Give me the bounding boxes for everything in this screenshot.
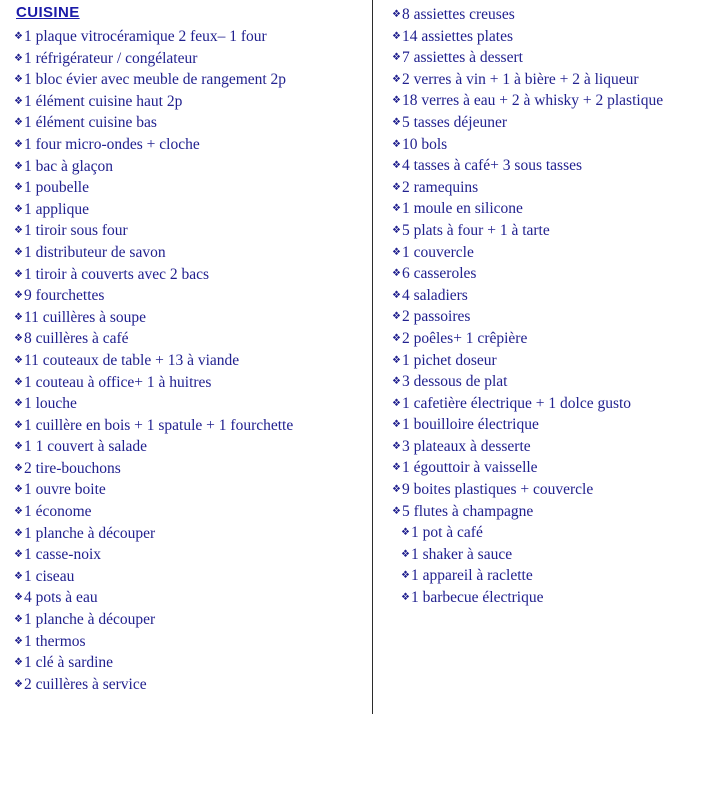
bullet-icon: ❖ bbox=[392, 9, 401, 20]
list-item bbox=[14, 523, 366, 545]
bullet-icon: ❖ bbox=[401, 548, 410, 560]
list-item bbox=[392, 414, 713, 436]
bullet-icon: ❖ bbox=[392, 311, 401, 323]
bullet-icon: ❖ bbox=[14, 31, 23, 42]
list-item bbox=[14, 328, 366, 350]
bullet-icon: ❖ bbox=[14, 570, 23, 582]
bullet-icon: ❖ bbox=[392, 484, 401, 496]
list-item bbox=[14, 199, 366, 221]
list-item bbox=[392, 587, 713, 609]
list-item bbox=[392, 242, 713, 264]
list-item bbox=[392, 393, 713, 415]
list-item bbox=[392, 544, 713, 566]
list-item bbox=[392, 565, 713, 587]
list-item bbox=[14, 393, 366, 415]
list-item-text: 5 flutes à champagne bbox=[401, 502, 534, 520]
bullet-icon: ❖ bbox=[14, 419, 23, 431]
list-item bbox=[14, 674, 366, 696]
bullet-icon: ❖ bbox=[14, 506, 23, 518]
list-item-text: 4 pots à eau bbox=[23, 589, 98, 607]
list-item bbox=[14, 350, 366, 372]
bullet-icon: ❖ bbox=[392, 289, 401, 301]
list-item bbox=[392, 220, 713, 242]
list-item bbox=[14, 134, 366, 156]
list-item bbox=[392, 436, 713, 458]
list-item-text: 3 dessous de plat bbox=[401, 373, 508, 391]
list-item bbox=[392, 4, 713, 26]
list-item-text: 1 plaque vitrocéramique 2 feux– 1 four bbox=[23, 28, 267, 45]
list-item bbox=[14, 372, 366, 394]
list-item-text: 1 couteau à office+ 1 à huitres bbox=[23, 373, 212, 391]
bullet-icon: ❖ bbox=[392, 203, 401, 215]
list-item bbox=[14, 48, 366, 70]
list-item bbox=[392, 47, 713, 69]
list-item-text: 1 planche à découper bbox=[23, 524, 156, 542]
list-item bbox=[14, 264, 366, 286]
list-item-text: 1 distributeur de savon bbox=[23, 243, 166, 261]
bullet-icon: ❖ bbox=[392, 138, 401, 150]
bullet-icon: ❖ bbox=[14, 592, 23, 604]
bullet-icon: ❖ bbox=[14, 268, 23, 280]
list-item-text: 1 applique bbox=[23, 200, 89, 218]
bullet-icon: ❖ bbox=[392, 440, 401, 452]
list-item-text: 2 tire-bouchons bbox=[23, 459, 121, 477]
list-item-text: 1 louche bbox=[23, 395, 77, 413]
bullet-icon: ❖ bbox=[14, 484, 23, 496]
list-item-text: 1 ciseau bbox=[23, 567, 75, 585]
list-item-text: 8 assiettes creuses bbox=[401, 6, 515, 23]
list-item bbox=[392, 306, 713, 328]
bullet-icon: ❖ bbox=[392, 354, 401, 366]
bullet-icon: ❖ bbox=[14, 117, 23, 129]
list-item-text: 4 saladiers bbox=[401, 286, 468, 304]
bullet-icon: ❖ bbox=[14, 52, 23, 64]
bullet-icon: ❖ bbox=[392, 95, 401, 107]
list-item-text: 6 casseroles bbox=[401, 265, 477, 283]
right-column bbox=[372, 4, 719, 609]
bullet-icon: ❖ bbox=[392, 332, 401, 344]
right-item-list bbox=[392, 4, 713, 609]
list-item bbox=[14, 26, 366, 48]
left-item-list bbox=[14, 26, 366, 695]
bullet-icon: ❖ bbox=[14, 354, 23, 366]
bullet-icon: ❖ bbox=[14, 290, 23, 302]
bullet-icon: ❖ bbox=[392, 116, 401, 128]
list-item-text: 1 bac à glaçon bbox=[23, 157, 114, 175]
bullet-icon: ❖ bbox=[392, 462, 401, 474]
list-item-text: 1 tiroir sous four bbox=[23, 222, 128, 240]
list-item-text: 18 verres à eau + 2 à whisky + 2 plastique bbox=[401, 92, 664, 110]
list-item-text: 14 assiettes plates bbox=[401, 27, 514, 45]
list-item-text: 1 tiroir à couverts avec 2 bacs bbox=[23, 265, 210, 283]
list-item bbox=[392, 350, 713, 372]
list-item-text: 1 appareil à raclette bbox=[410, 567, 533, 585]
bullet-icon: ❖ bbox=[392, 505, 401, 517]
list-item bbox=[14, 609, 366, 631]
list-item-text: 1 couvercle bbox=[401, 243, 474, 261]
bullet-icon: ❖ bbox=[392, 160, 401, 172]
list-item bbox=[14, 566, 366, 588]
bullet-icon: ❖ bbox=[14, 246, 23, 258]
list-item-text: 9 fourchettes bbox=[23, 287, 105, 305]
bullet-icon: ❖ bbox=[14, 398, 23, 410]
list-item bbox=[392, 263, 713, 285]
bullet-icon: ❖ bbox=[401, 592, 410, 604]
list-item-text: 1 four micro-ondes + cloche bbox=[23, 135, 200, 153]
bullet-icon: ❖ bbox=[392, 73, 401, 85]
list-item bbox=[14, 479, 366, 501]
list-item-text: 2 poêles+ 1 crêpière bbox=[401, 329, 528, 347]
list-item-text: 2 passoires bbox=[401, 308, 471, 326]
list-item-text: 4 tasses à café+ 3 sous tasses bbox=[401, 157, 583, 175]
list-item-text: 2 verres à vin + 1 à bière + 2 à liqueur bbox=[401, 70, 639, 88]
bullet-icon: ❖ bbox=[401, 527, 410, 539]
list-item-text: 1 pot à café bbox=[410, 524, 483, 542]
list-item-text: 1 bouilloire électrique bbox=[401, 416, 539, 434]
list-item bbox=[14, 112, 366, 134]
bullet-icon: ❖ bbox=[14, 549, 23, 561]
list-item-text: 2 cuillères à service bbox=[23, 675, 147, 693]
bullet-icon: ❖ bbox=[14, 203, 23, 215]
bullet-icon: ❖ bbox=[392, 376, 401, 388]
list-item-text: 1 réfrigérateur / congélateur bbox=[23, 49, 198, 67]
list-item-text: 2 ramequins bbox=[401, 178, 479, 196]
list-item-text: 1 barbecue électrique bbox=[410, 589, 544, 607]
page-title: CUISINE bbox=[16, 4, 80, 21]
list-item bbox=[14, 220, 366, 242]
list-item bbox=[392, 522, 713, 544]
bullet-icon: ❖ bbox=[14, 614, 23, 626]
list-item-text: 1 clé à sardine bbox=[23, 654, 114, 672]
list-item bbox=[392, 69, 713, 91]
list-item-text: 8 cuillères à café bbox=[23, 330, 129, 348]
list-item-text: 9 boites plastiques + couvercle bbox=[401, 481, 594, 499]
list-item-text: 1 égouttoir à vaisselle bbox=[401, 459, 538, 477]
list-item bbox=[392, 285, 713, 307]
list-item bbox=[392, 155, 713, 177]
left-column bbox=[0, 4, 372, 695]
list-item-text: 1 planche à découper bbox=[23, 611, 156, 629]
list-item bbox=[392, 328, 713, 350]
list-item-text: 1 économe bbox=[23, 503, 92, 521]
list-item bbox=[14, 436, 366, 458]
list-item-text: 1 casse-noix bbox=[23, 546, 102, 564]
bullet-icon: ❖ bbox=[392, 181, 401, 193]
list-item-text: 1 élément cuisine haut 2p bbox=[23, 92, 183, 110]
list-item bbox=[14, 285, 366, 307]
list-item bbox=[14, 156, 366, 178]
bullet-icon: ❖ bbox=[392, 397, 401, 409]
list-item-text: 11 couteaux de table + 13 à viande bbox=[23, 351, 240, 369]
list-item-text: 3 plateaux à desserte bbox=[401, 437, 531, 455]
bullet-icon: ❖ bbox=[392, 268, 401, 280]
bullet-icon: ❖ bbox=[14, 678, 23, 690]
bullet-icon: ❖ bbox=[392, 419, 401, 431]
list-item bbox=[392, 371, 713, 393]
list-item-text: 7 assiettes à dessert bbox=[401, 49, 523, 67]
bullet-icon: ❖ bbox=[392, 246, 401, 258]
list-item-text: 5 plats à four + 1 à tarte bbox=[401, 221, 550, 239]
list-item bbox=[392, 177, 713, 199]
bullet-icon: ❖ bbox=[14, 441, 23, 453]
list-item-text: 10 bols bbox=[401, 135, 448, 153]
list-item bbox=[392, 198, 713, 220]
bullet-icon: ❖ bbox=[14, 376, 23, 388]
list-item-text: 1 shaker à sauce bbox=[410, 545, 513, 563]
list-item-text: 5 tasses déjeuner bbox=[401, 113, 507, 131]
list-item bbox=[14, 458, 366, 480]
list-item-text: 1 pichet doseur bbox=[401, 351, 497, 369]
bullet-icon: ❖ bbox=[14, 311, 23, 323]
list-item bbox=[14, 587, 366, 609]
list-item bbox=[14, 242, 366, 264]
bullet-icon: ❖ bbox=[14, 462, 23, 474]
list-item-text: 1 élément cuisine bas bbox=[23, 114, 157, 132]
list-item bbox=[14, 631, 366, 653]
bullet-icon: ❖ bbox=[14, 333, 23, 345]
list-item bbox=[392, 112, 713, 134]
bullet-icon: ❖ bbox=[14, 635, 23, 647]
list-item bbox=[392, 479, 713, 501]
bullet-icon: ❖ bbox=[14, 74, 23, 86]
bullet-icon: ❖ bbox=[14, 138, 23, 150]
list-item-text: 1 thermos bbox=[23, 632, 86, 650]
bullet-icon: ❖ bbox=[14, 657, 23, 669]
bullet-icon: ❖ bbox=[392, 224, 401, 236]
list-item bbox=[392, 134, 713, 156]
list-item-text: 1 ouvre boite bbox=[23, 481, 106, 499]
list-item bbox=[14, 177, 366, 199]
list-item-text: 1 cuillère en bois + 1 spatule + 1 fourchette bbox=[23, 416, 294, 434]
bullet-icon: ❖ bbox=[392, 52, 401, 64]
list-item bbox=[14, 652, 366, 674]
bullet-icon: ❖ bbox=[401, 570, 410, 582]
list-item bbox=[392, 457, 713, 479]
list-item-text: 11 cuillères à soupe bbox=[23, 308, 147, 326]
bullet-icon: ❖ bbox=[14, 182, 23, 194]
list-item-text: 1 poubelle bbox=[23, 179, 89, 197]
list-item bbox=[392, 26, 713, 48]
list-item bbox=[14, 415, 366, 437]
list-item bbox=[14, 69, 366, 91]
list-item-text: 1 cafetière électrique + 1 dolce gusto bbox=[401, 394, 632, 412]
bullet-icon: ❖ bbox=[14, 225, 23, 237]
bullet-icon: ❖ bbox=[14, 527, 23, 539]
bullet-icon: ❖ bbox=[14, 160, 23, 172]
list-item-text: 1 moule en silicone bbox=[401, 200, 523, 218]
list-item-text: 1 bloc évier avec meuble de rangement 2p bbox=[23, 71, 287, 89]
list-item bbox=[14, 501, 366, 523]
bullet-icon: ❖ bbox=[392, 30, 401, 42]
list-item-text: 1 1 couvert à salade bbox=[23, 438, 148, 456]
list-item bbox=[392, 501, 713, 523]
list-item bbox=[392, 90, 713, 112]
list-item bbox=[14, 307, 366, 329]
bullet-icon: ❖ bbox=[14, 95, 23, 107]
list-item bbox=[14, 91, 366, 113]
list-item bbox=[14, 544, 366, 566]
